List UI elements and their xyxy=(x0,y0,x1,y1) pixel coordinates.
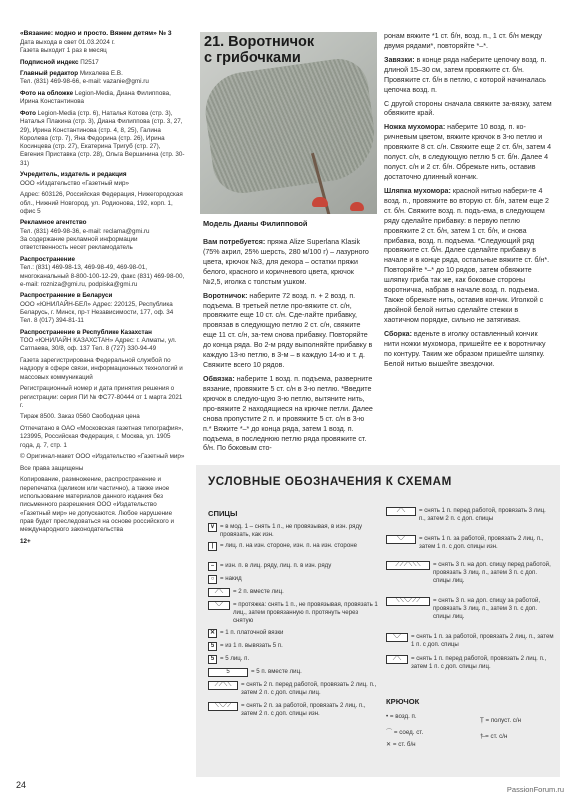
printing: Отпечатано в ОАО «Московская газетная типография», 123995, Российская Федерация, г. Москва, ул. 1905 года, д. 7, стр. 1 xyxy=(20,425,184,449)
legend-item: 5 = 5 лиц. п. xyxy=(208,655,380,664)
sc-symbol: ✕ = ст. б/н xyxy=(386,741,416,748)
five-knit-symbol: 5 xyxy=(208,655,217,664)
cross-symbol: ⟍⟋ xyxy=(386,633,408,642)
legend-item: ⟋⟋⟋⟍⟍⟍ = снять 3 п. на доп. спицу перед работой, провязать 3 лиц. п., затем 3 п. с доп. спицы лиц. xyxy=(386,561,554,585)
pull-through-symbol: ⟍⟋ xyxy=(208,601,230,610)
slip-stitch-symbol: ∨ xyxy=(208,523,217,532)
dc-symbol: †̶ = ст. с/н xyxy=(480,733,508,740)
instructions-column-1 xyxy=(203,238,373,458)
model-author: Модель Дианы Филипповой xyxy=(203,219,308,228)
cover-photo-label: Фото на обложке xyxy=(20,90,74,98)
rights: Все права защищены xyxy=(20,464,84,472)
belarus: ООО «ЮНИЛАЙН-БЕЛ» Адрес: 220125, Республика Беларусь, г. Минск, пр-т Независимости, 177, оф. 34 Тел. 8 (017) 394-81-11 xyxy=(20,300,174,325)
chief-editor-label: Главный редактор xyxy=(20,70,79,78)
legend-item: – = изн. п. в лиц. ряду, лиц. п. в изн. ряду xyxy=(208,562,380,571)
legend-item: ⟍⟍⟋⟋ = снять 2 п. за работой, провязать 2 лиц. п., затем 2 п. с доп. спицы изн. xyxy=(208,702,380,718)
title-line-2: с грибочками xyxy=(204,50,301,67)
hdc-symbol: Ṭ = полуст. с/н xyxy=(480,717,522,724)
editor-contacts: Тел. (831) 469-98-66, e-mail: vazanie@gmi.ru xyxy=(20,78,149,86)
mushroom-decor xyxy=(350,202,364,211)
legend-item: ⟋⟍ = 2 п. вместе лиц. xyxy=(208,588,380,597)
legend-item: ✕ = 1 п. платочной вязки xyxy=(209,629,284,636)
stem-label: Ножка мухомора: xyxy=(384,123,446,132)
kz-label: Распространение в Республике Казахстан xyxy=(20,328,152,336)
cable-symbol: ⟍⟋ xyxy=(386,535,416,544)
watermark: PassionForum.ru xyxy=(506,785,564,794)
distribution-label: Распространение xyxy=(20,255,75,263)
distribution: Тел.: (831) 469-98-13, 469-98-49, 469-98-01, многоканальный 8-800-100-12-29, факс (831) 469-98-00, e-mail: rozniza@gmi.ru, podpiska@gmi.ru xyxy=(20,264,185,288)
ties-label: Завязки: xyxy=(384,55,415,64)
article-title xyxy=(204,34,374,66)
ties-text-2: С другой стороны сначала свяжите за-вязку, затем обвяжите край. xyxy=(384,99,552,118)
reg-number: Регистрационный номер и дата принятия решения о регистрации: серия ПИ № ФС77-80444 от 1 марта 2021 г. xyxy=(20,385,183,409)
cross-symbol: ⟋⟍ xyxy=(386,655,408,664)
five-together-symbol: 5 xyxy=(208,668,248,677)
stem-text: наберите 10 возд. п. ко-ричневым цветом, вяжите крючок в 3-ю петлю и провяжите 8 ст. с/н. Свяжите еще 2 ст. б/н, затем 4 полуст. с/н, в следующую петлю 5 ст. б/н. Далее 4 полуст. с/н и 2 ст. б/н. Обрежьте нить, оставив достаточно длинный кончик. xyxy=(384,123,552,181)
mushroom-decor xyxy=(312,197,328,207)
symbols-legend xyxy=(196,465,560,777)
frequency: Газета выходит 1 раз в месяц xyxy=(20,47,107,54)
ad-note: За содержание рекламной информации ответственность несет рекламодатель xyxy=(20,236,138,252)
cable-3x3-back-symbol: ⟍⟍⟍⟋⟋⟋ xyxy=(386,597,430,606)
page-number: 24 xyxy=(16,780,27,790)
index-label: Подписной индекс xyxy=(20,58,79,66)
yarn-over-symbol: ○ xyxy=(208,575,217,584)
magazine-title: «Вязание: модно и просто. Вяжем детям» № 3 xyxy=(20,30,172,37)
release-date: Дата выхода в свет 01.03.2024 г. xyxy=(20,38,115,46)
binding-label: Обвязка: xyxy=(203,374,235,383)
registration: Газета зарегистрирована Федеральной службой по надзору в сфере связи, информационных технологий и массовых коммуникаций xyxy=(20,357,183,381)
belarus-label: Распространение в Беларуси xyxy=(20,292,113,300)
materials-label: Вам потребуется: xyxy=(203,238,266,246)
cap-text: красной нитью набери-те 4 возд. п., провяжите во вторую ст. б/н, затем еще 2 ст. б/н. Свяжите возд. п. подъ-ема, в следующем ряду сделайте прибавку: в первую петлю провяжите 2 ст. б/н, затем 1 ст. б/н, и снова прибавка, возд. п. подъема. *Следующий ряд провяжите ст. б/н. Далее сделайте прибавку в начале и в конце ряда, остальные вяжите ст. б/н*. Повторяйте *–* до 10 рядов, затем обвяжите шляпку гриба так же, как боковые стороны воротничка, набрав в начале возд. п. подъема. Также обрежьте нить, оставив кончик. Иголкой с двойной белой нитью сделайте стежки в хаотичном порядке, сильно не затягивая. xyxy=(384,186,550,324)
slip-st-symbol: ⌒ = соед. ст. xyxy=(386,729,424,736)
knitting-section-title: СПИЦЫ xyxy=(208,509,238,518)
legend-item: ⟍⟋ = снять 1 п. за работой, провязать 2 лиц. п., затем 1 п. с доп. спицы изн. xyxy=(386,535,554,551)
collar-photo xyxy=(200,32,377,214)
age-rating: 12+ xyxy=(20,537,31,545)
assembly-text: вденьте в иголку оставленный кончик нити ножки мухомора, пришейте ее к воротничку по контуру. Таким же образом пришейте шляпку. Белой нитью вышейте звездочки. xyxy=(384,329,546,368)
legend-item: ○ = накид xyxy=(208,575,380,584)
ad-contacts: Тел. (831) 469-98-36, e-mail: reclama@gmi.ru xyxy=(20,227,150,235)
print-run: Тираж 8500. Заказ 0560 Свободная цена xyxy=(20,413,140,421)
ad-label: Рекламное агентство xyxy=(20,219,87,227)
crochet-section-title: КРЮЧОК xyxy=(386,697,420,706)
cover-photo: Legion-Media, Диана Филиппова, Ирина Константинова xyxy=(20,90,171,106)
founder: ООО «Издательство «Газетный мир» xyxy=(20,179,129,187)
legend-item: 5 = 5 п. вместе лиц. xyxy=(208,668,380,677)
photo-credits: Legion-Media (стр. 6), Наталья Котова (стр. 3), Наталья Плакина (стр. 3), Диана Филиппова (стр. 3, 27, 29), Ирина Константинова (стр. 4, 8, 25), Галина Королева (стр. 7), Яна Федорина (стр. 26), Ирина Косинцева (стр. 27), Екатерина Тригуб (стр. 27), Евгения Приставка (стр. 28), Ольга Вершинина (стр. 30-31) xyxy=(20,109,185,167)
original-layout: © Оригинал-макет ООО «Издательство «Газетный мир» xyxy=(20,453,185,461)
address: Адрес: 603126, Российская Федерация, Нижегородская обл., Нижний Новгород, ул. Родионова, 192, корп. 1, офис 5 xyxy=(20,191,183,215)
legend-item: ⟋⟋⟍⟍ = снять 2 п. перед работой, провязать 2 лиц. п., затем 2 п. с доп. спицы лиц. xyxy=(208,681,380,697)
materials: пряжа Alize Superlana Klasik (75% акрил, 25% шерсть, 280 м/100 г) – лазурного цвета, крючок №3, для декора – остатки пряжи белого, красного и коричневого цвета, крючок №2,5, иголка с толстым ушком. xyxy=(203,238,369,286)
garter-stitch-symbol: ✕ xyxy=(209,630,216,636)
cable-3x3-front-symbol: ⟋⟋⟋⟍⟍⟍ xyxy=(386,561,430,570)
legend-item: ∨ = в мод. 1 – снять 1 п., не провязывая, в изн. ряду провязать, как изн. xyxy=(208,523,380,539)
legend-item: | = лиц. п. на изн. стороне, изн. п. на изн. стороне xyxy=(208,542,380,551)
copy-note: Копирование, размножение, распространение и перепечатка (целиком или частично), а также иное использование материалов данного издания без письменного разрешения ООО «Издательство «Газетный мир» не допускаются. Любое нарушение прав будет преследоваться на основе российского и международного законодательства xyxy=(20,476,175,534)
k2tog-symbol: ⟋⟍ xyxy=(208,588,230,597)
binding-text: наберите 1 возд. п. подъема, разверните вязание, провяжите 5 ст. с/н в 3-ю петлю. *Введите крючок в следую-щую 3-ю петлю, вытяните нить, про-вяжите 2 находящиеся на крючке петли. Далее снова пропустите 2 п. и провяжите 5 ст. с/н в 3-ю п.* Вяжите *–* до конца ряда, затем 1 возд. п. подъема, в последнюю петлю ряда провяжите ст. б/н. По боковым сто- xyxy=(203,374,373,453)
cable-symbol: ⟋⟍ xyxy=(386,507,416,516)
collar-label: Воротничок: xyxy=(203,291,248,300)
knit-stitch-symbol: | xyxy=(208,542,217,551)
photo-label: Фото xyxy=(20,109,36,117)
cap-label: Шляпка мухомора: xyxy=(384,186,451,195)
knit-collar-image xyxy=(200,55,377,197)
legend-item: ⟍⟍⟍⟋⟋⟋ = снять 3 п. на доп. спицу за работой, провязать 3 лиц. п., затем 3 п. с доп. спицы лиц. xyxy=(386,597,554,621)
collar-text: наберите 72 возд. п. + 2 возд. п. подъема. В третьей петле про-вяжите ст. с/н, провяжите еще 10 ст. с/н. Сде-лайте прибавку, провязав в следующую петлю 2 ст. с/н, свяжите еще 11 ст. с/н, за-тем снова прибавку. Повторяйте до конца ряда. Во 2-м ряду выполняйте прибавку в каждую 13-ю петлю, в 3-м – в каждую 14-ю и т. д. Свяжите всего 10 рядов. xyxy=(203,291,373,370)
index-value: П2517 xyxy=(80,58,99,66)
chief-editor: Михалева Е.В. xyxy=(79,70,123,78)
founder-label: Учредитель, издатель и редакция xyxy=(20,171,127,179)
cable-2x2-front-symbol: ⟋⟋⟍⟍ xyxy=(208,681,238,690)
cable-2x2-back-symbol: ⟍⟍⟋⟋ xyxy=(208,702,238,711)
ties-text: в конце ряда наберите цепочку возд. п. длиной 15–30 см, затем провяжите ст. б/н. Провяжите ст. б/н в петлю, с которой начиналась цепочка возд. п. xyxy=(384,55,547,94)
instructions-column-2 xyxy=(384,32,554,374)
legend-item: ⟋⟍ = снять 1 п. перед работой, провязать 3 лиц. п., затем 2 п. с доп. спицы xyxy=(386,507,554,523)
legend-item: 5 = из 1 п. вывязать 5 п. xyxy=(208,642,380,651)
binding-cont: ронам вяжите *1 ст. б/н, возд. п., 1 ст. б/н между двумя рядами*, повторяйте *–*. xyxy=(384,32,542,50)
title-line-1: 21. Воротничок xyxy=(204,34,315,50)
chain-stitch-symbol: • = возд. п. xyxy=(386,713,417,720)
imprint-column xyxy=(20,30,185,549)
kz: ТОО «ЮНИЛАЙН КАЗАХСТАН» Адрес: г. Алматы, ул. Сатпаева, 30/8, оф. 137 Тел. 8 (727) 330-94-49 xyxy=(20,337,177,353)
legend-title: УСЛОВНЫЕ ОБОЗНАЧЕНИЯ К СХЕМАМ xyxy=(208,475,452,488)
purl-stitch-symbol: – xyxy=(208,562,217,571)
assembly-label: Сборка: xyxy=(384,329,412,338)
legend-item: ⟍⟋ = протяжка: снять 1 п., не провязывая, провязать 1 лиц., затем провязанную п. протянуть через снятую xyxy=(208,601,380,625)
increase-5-symbol: 5 xyxy=(208,642,217,651)
legend-item: ⟍⟋ = снять 1 п. за работой, провязать 2 лиц. п., затем 1 п. с доп. спицы xyxy=(386,633,554,649)
legend-item: ⟋⟍ = снять 1 п. перед работой, провязать 2 лиц. п., затем 1 п. с доп. спицы лиц. xyxy=(386,655,554,671)
